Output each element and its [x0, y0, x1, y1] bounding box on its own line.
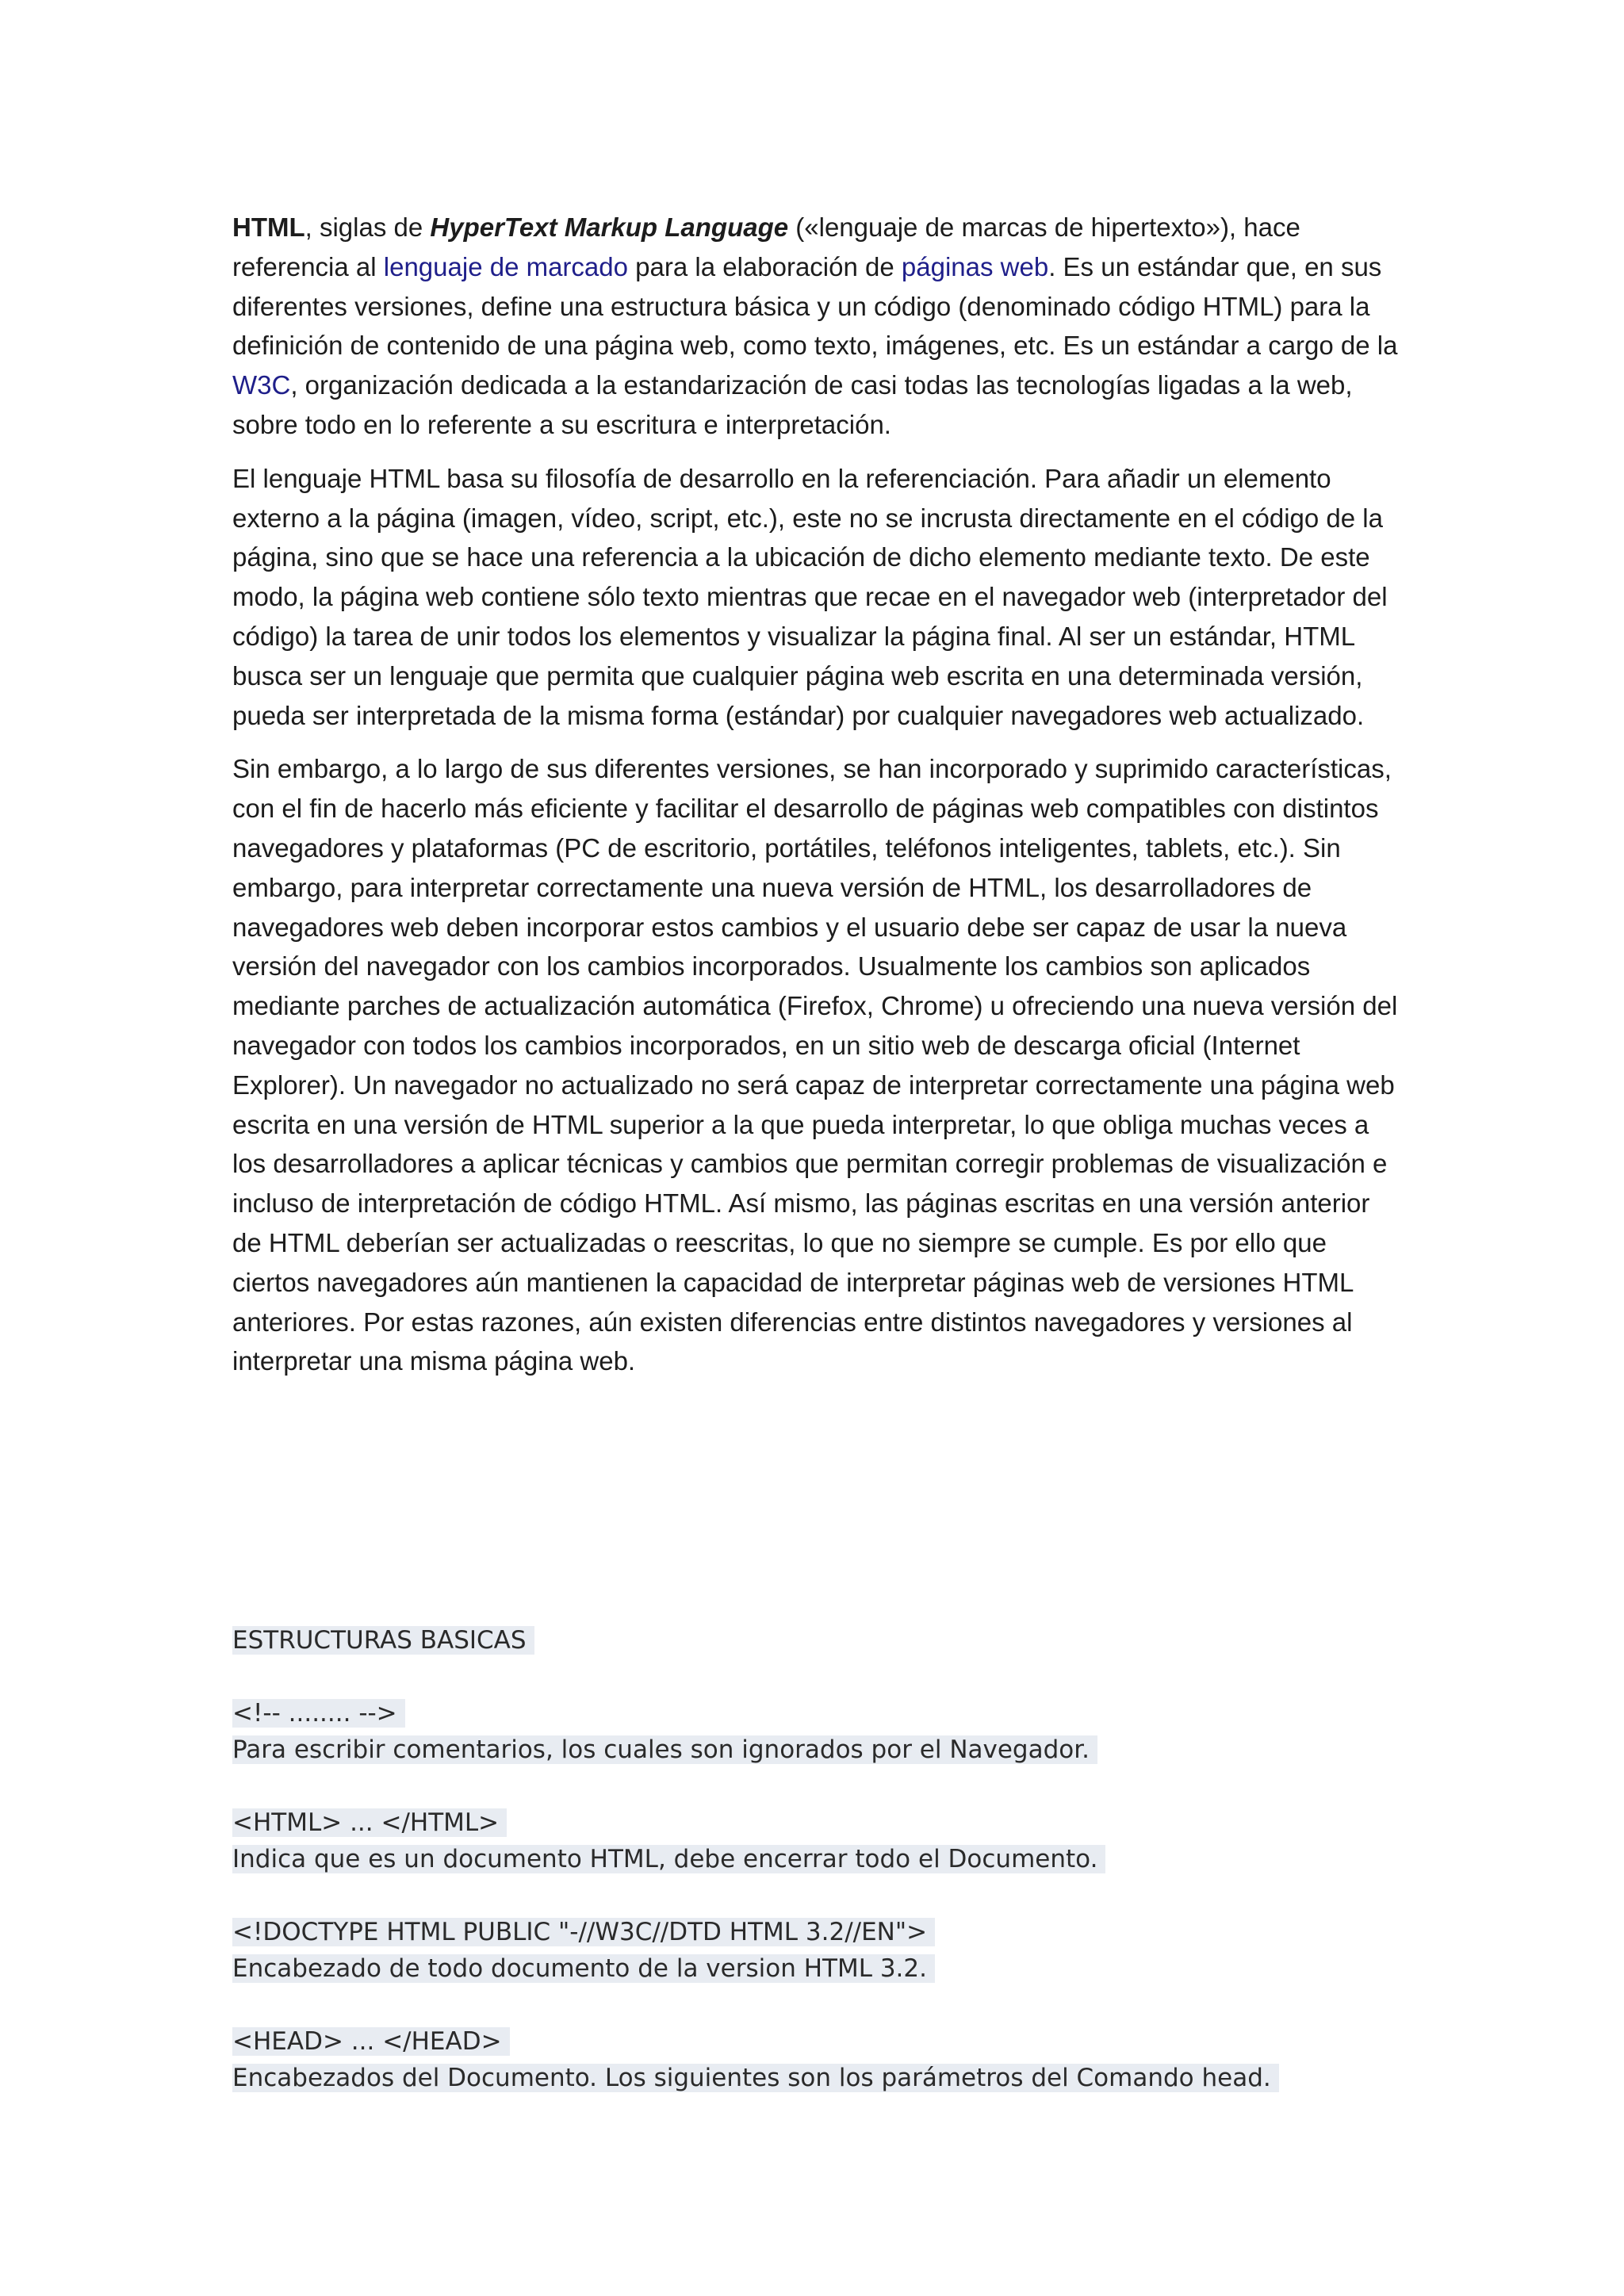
structure-tag: <!-- ........ -->	[232, 1699, 405, 1728]
text-span: , siglas de	[304, 212, 431, 242]
text-span: , organización dedicada a la estandarización de casi todas las tecnologías ligadas a la web, sobre todo en lo referente a su escritura e interpretación.	[232, 370, 1353, 439]
section-heading: ESTRUCTURAS BASICAS	[232, 1626, 534, 1655]
link-lenguaje-de-marcado[interactable]: lenguaje de marcado	[383, 251, 628, 281]
text-span: . Es un estándar que, en sus diferentes versiones, define una estructura básica y un código (denominado código HTML) para la definición de contenido de una página web, como texto, imágenes, etc. Es un estándar a cargo de la	[232, 251, 1398, 361]
paragraph-3: Sin embargo, a lo largo de sus diferentes versiones, se han incorporado y suprimido características, con el fin de hacerlo más eficiente y facilitar el desarrollo de páginas web compatibles con distintos navegadores y plataformas (PC de escritorio, portátiles, teléfonos inteligentes, tablets, etc.). Sin embargo, para interpretar correctamente una nueva versión de HTML, los desarrolladores de navegadores web deben incorporar estos cambios y el usuario debe ser capaz de usar la nueva versión del navegador con los cambios incorporados. Usualmente los cambios son aplicados mediante parches de actualización automática (Firefox, Chrome) u ofreciendo una nueva versión del navegador con todos los cambios incorporados, en un sitio web de descarga oficial (Internet Explorer). Un navegador no actualizado no será capaz de interpretar correctamente una página web escrita en una versión de HTML superior a la que pueda interpretar, lo que obliga muchas veces a los desarrolladores a aplicar técnicas y cambios que permitan corregir problemas de visualización e incluso de interpretación de código HTML. Así mismo, las páginas escritas en una versión anterior de HTML deberían ser actualizadas o reescritas, lo que no siempre se cumple. Es por ello que ciertos navegadores aún mantienen la capacidad de interpretar páginas web de versiones HTML anteriores. Por estas razones, aún existen diferencias entre distintos navegadores y versiones al interpretar una misma página web.	[232, 754, 1398, 1376]
term-expansion: HyperText Markup Language	[430, 212, 789, 242]
paragraph-1	[232, 208, 1398, 445]
structure-tag: <HTML> ... </HTML>	[232, 1808, 507, 1837]
structure-tag: <!DOCTYPE HTML PUBLIC "-//W3C//DTD HTML 3.2//EN">	[232, 1918, 935, 1946]
structure-tag: <HEAD> ... </HEAD>	[232, 2027, 510, 2056]
paragraph-2: El lenguaje HTML basa su filosofía de desarrollo en la referenciación. Para añadir un elemento externo a la página (imagen, vídeo, script, etc.), este no se incrusta directamente en el código de la página, sino que se hace una referencia a la ubicación de dicho elemento mediante texto. De este modo, la página web contiene sólo texto mientras que recae en el navegador web (interpretador del código) la tarea de unir todos los elementos y visualizar la página final. Al ser un estándar, HTML busca ser un lenguaje que permita que cualquier página web escrita en una determinada versión, pueda ser interpretada de la misma forma (estándar) por cualquier navegadores web actualizado.	[232, 463, 1388, 730]
intro-text	[232, 208, 1398, 1395]
structures-section	[232, 1622, 1422, 2096]
term-html: HTML	[232, 212, 305, 242]
link-w3c[interactable]: W3C	[232, 370, 291, 400]
structure-desc: Encabezados del Documento. Los siguientes son los parámetros del Comando head.	[232, 2064, 1279, 2092]
structure-desc: Para escribir comentarios, los cuales son ignorados por el Navegador.	[232, 1735, 1097, 1764]
structure-desc: Indica que es un documento HTML, debe encerrar todo el Documento.	[232, 1845, 1105, 1873]
link-paginas-web[interactable]: páginas web	[901, 251, 1049, 281]
text-span: («lenguaje de marcas de hipertexto»), hace referencia al	[232, 212, 1300, 281]
text-span: para la elaboración de	[627, 251, 902, 281]
structure-desc: Encabezado de todo documento de la version HTML 3.2.	[232, 1954, 935, 1983]
